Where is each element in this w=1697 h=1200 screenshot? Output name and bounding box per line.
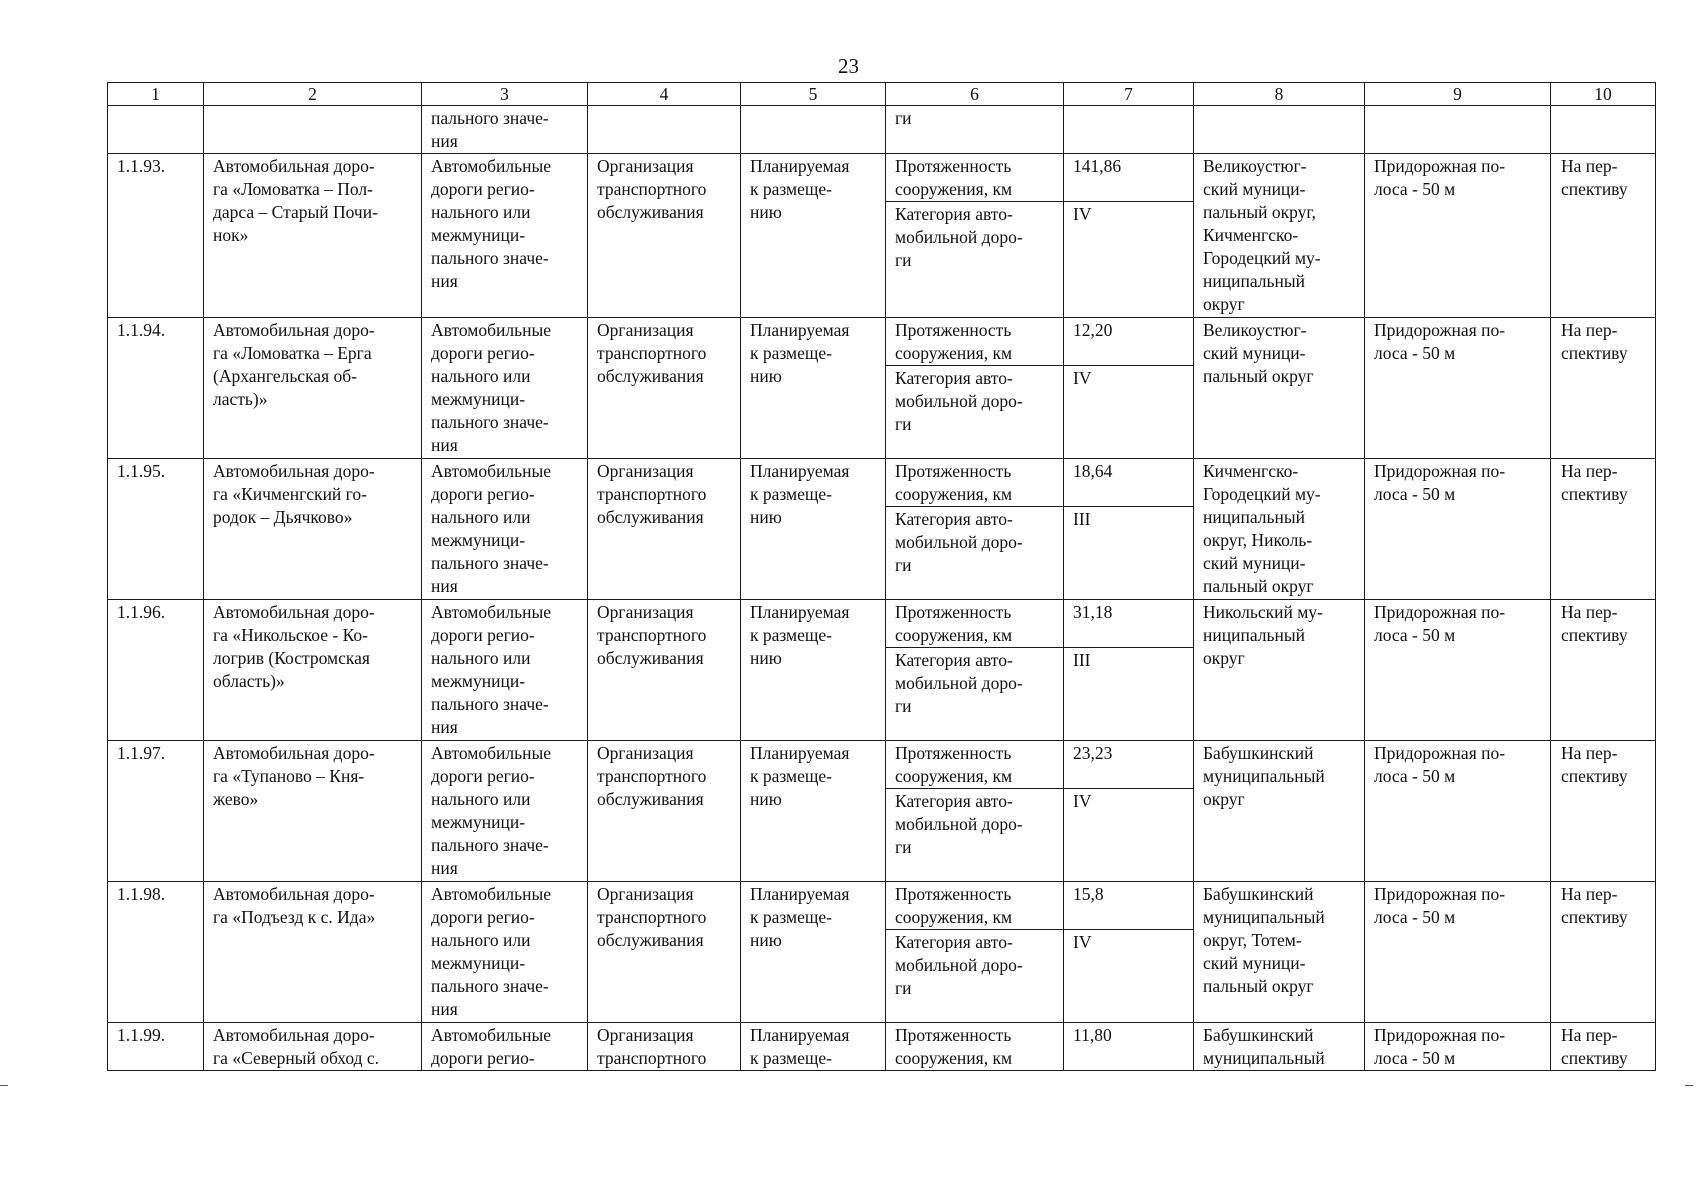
- cell-status: Планируемая к размеще- нию: [741, 741, 886, 882]
- column-number-cell: 3: [422, 83, 588, 106]
- cell-empty: [1365, 106, 1551, 154]
- cell-location: Кичменгско- Городецкий му- ниципальный округ, Николь- ский муници- пальный округ: [1194, 459, 1365, 600]
- cell-value-length: 23,23: [1064, 741, 1193, 789]
- column-number-cell: 4: [588, 83, 741, 106]
- cell-status: Планируемая к размеще- нию: [741, 154, 886, 318]
- continuation-row: [108, 106, 1656, 154]
- cell-value-length: 15,8: [1064, 882, 1193, 930]
- cell-value-category: IV: [1073, 368, 1092, 388]
- cell-object-name: Автомобильная доро- га «Тупаново – Кня- жево»: [204, 741, 422, 882]
- cell-empty: [741, 106, 886, 154]
- cell-purpose: Автомобильные дороги регио- нального или межмуници- пального значе- ния: [422, 741, 588, 882]
- cell-location: Великоустюг- ский муници- пальный округ, Кичменгско- Городецкий му- ниципальный округ: [1194, 154, 1365, 318]
- cell-status: Планируемая к размеще- нию: [741, 882, 886, 1023]
- cell-value-category: IV: [1073, 204, 1092, 224]
- cell-characteristic-length: Протяженность сооружения, км: [886, 459, 1063, 507]
- column-number-cell: 1: [108, 83, 204, 106]
- column-number-cell: 6: [886, 83, 1064, 106]
- cell-value: [1064, 459, 1194, 600]
- table-row: [108, 600, 1656, 741]
- cell-empty: [108, 106, 204, 154]
- cell-characteristic-category: Категория авто- мобильной доро- ги: [895, 204, 1023, 270]
- cell-zone: Придорожная по- лоса - 50 м: [1365, 741, 1551, 882]
- cell-value: [1064, 154, 1194, 318]
- cell-object-name: Автомобильная доро- га «Кичменгский го- родок – Дьячково»: [204, 459, 422, 600]
- cell-number: 1.1.98.: [108, 882, 204, 1023]
- cell-term: На пер- спективу: [1551, 600, 1656, 741]
- cell-object-name: Автомобильная доро- га «Ломоватка – Ерга (Архангельская об- ласть)»: [204, 318, 422, 459]
- table-row: [108, 882, 1656, 1023]
- cell-object-name: Автомобильная доро- га «Ломоватка – Пол- дарса – Старый Почи- нок»: [204, 154, 422, 318]
- cell-location: Бабушкинский муниципальный: [1194, 1023, 1365, 1071]
- cell-value: [1064, 882, 1194, 1023]
- cell-characteristic-category: Категория авто- мобильной доро- ги: [895, 932, 1023, 998]
- cell-number: 1.1.99.: [108, 1023, 204, 1071]
- cell-term: На пер- спективу: [1551, 459, 1656, 600]
- cell-location: Великоустюг- ский муници- пальный округ: [1194, 318, 1365, 459]
- cell-value-category: IV: [1073, 932, 1092, 952]
- cell-organization: Организация транспортного: [588, 1023, 741, 1071]
- planning-table: [107, 82, 1656, 1071]
- cell-zone: Придорожная по- лоса - 50 м: [1365, 318, 1551, 459]
- cell-empty: [1551, 106, 1656, 154]
- cell-characteristic: Протяженность сооружения, км: [886, 1023, 1064, 1071]
- cell-number: 1.1.94.: [108, 318, 204, 459]
- cell-zone: Придорожная по- лоса - 50 м: [1365, 882, 1551, 1023]
- margin-mark: [1685, 1085, 1693, 1086]
- cell-value: [1064, 741, 1194, 882]
- cell-number: 1.1.96.: [108, 600, 204, 741]
- column-number-cell: 2: [204, 83, 422, 106]
- cell-characteristic: [886, 318, 1064, 459]
- cell-zone: Придорожная по- лоса - 50 м: [1365, 459, 1551, 600]
- column-number-cell: 10: [1551, 83, 1656, 106]
- cell-location: Бабушкинский муниципальный округ, Тотем- ский муници- пальный округ: [1194, 882, 1365, 1023]
- cell-characteristic-length: Протяженность сооружения, км: [886, 318, 1063, 366]
- cell-organization: Организация транспортного обслуживания: [588, 459, 741, 600]
- cell-status: Планируемая к размеще-: [741, 1023, 886, 1071]
- cell-location: Бабушкинский муниципальный округ: [1194, 741, 1365, 882]
- cell-object-name: Автомобильная доро- га «Подъезд к с. Ида»: [204, 882, 422, 1023]
- cell-zone: Придорожная по- лоса - 50 м: [1365, 1023, 1551, 1071]
- cell-characteristic: [886, 741, 1064, 882]
- cell-organization: Организация транспортного обслуживания: [588, 741, 741, 882]
- cell-characteristic: [886, 459, 1064, 600]
- cell-term: На пер- спективу: [1551, 882, 1656, 1023]
- page-number: 23: [838, 54, 859, 78]
- cell-characteristic: [886, 154, 1064, 318]
- cell-value: [1064, 318, 1194, 459]
- cell-value-category: III: [1073, 650, 1091, 670]
- cell-characteristic-length: Протяженность сооружения, км: [886, 154, 1063, 202]
- cell-status: Планируемая к размеще- нию: [741, 600, 886, 741]
- cell-characteristic: [886, 882, 1064, 1023]
- cell-empty: [1064, 106, 1194, 154]
- cell-term: На пер- спективу: [1551, 1023, 1656, 1071]
- cell-term: На пер- спективу: [1551, 154, 1656, 318]
- cell-purpose: Автомобильные дороги регио- нального или межмуници- пального значе- ния: [422, 600, 588, 741]
- cell-organization: Организация транспортного обслуживания: [588, 882, 741, 1023]
- cell-value-category: III: [1073, 509, 1091, 529]
- cell-value-length: 31,18: [1064, 600, 1193, 648]
- table-row: [108, 318, 1656, 459]
- cell-purpose-continued: пального значе- ния: [422, 106, 588, 154]
- column-number-cell: 8: [1194, 83, 1365, 106]
- margin-mark: [0, 1085, 8, 1086]
- cell-term: На пер- спективу: [1551, 741, 1656, 882]
- cell-value: 11,80: [1064, 1023, 1194, 1071]
- cell-characteristic-category: Категория авто- мобильной доро- ги: [895, 791, 1023, 857]
- cell-empty: [588, 106, 741, 154]
- cell-zone: Придорожная по- лоса - 50 м: [1365, 154, 1551, 318]
- cell-purpose: Автомобильные дороги регио- нального или межмуници- пального значе- ния: [422, 882, 588, 1023]
- table-row: [108, 741, 1656, 882]
- cell-object-name: Автомобильная доро- га «Северный обход с.: [204, 1023, 422, 1071]
- cell-number: 1.1.93.: [108, 154, 204, 318]
- table-row: [108, 154, 1656, 318]
- cell-number: 1.1.97.: [108, 741, 204, 882]
- cell-organization: Организация транспортного обслуживания: [588, 600, 741, 741]
- cell-purpose: Автомобильные дороги регио- нального или межмуници- пального значе- ния: [422, 154, 588, 318]
- cell-value-length: 141,86: [1064, 154, 1193, 202]
- cell-zone: Придорожная по- лоса - 50 м: [1365, 600, 1551, 741]
- cell-value-length: 18,64: [1064, 459, 1193, 507]
- cell-value-category: IV: [1073, 791, 1092, 811]
- cell-characteristic-length: Протяженность сооружения, км: [886, 600, 1063, 648]
- cell-value: [1064, 600, 1194, 741]
- column-number-cell: 9: [1365, 83, 1551, 106]
- cell-purpose: Автомобильные дороги регио- нального или межмуници- пального значе- ния: [422, 318, 588, 459]
- cell-status: Планируемая к размеще- нию: [741, 459, 886, 600]
- cell-number: 1.1.95.: [108, 459, 204, 600]
- cell-characteristic-continued: ги: [886, 106, 1064, 154]
- cell-characteristic-category: Категория авто- мобильной доро- ги: [895, 509, 1023, 575]
- cell-location: Никольский му- ниципальный округ: [1194, 600, 1365, 741]
- cell-characteristic-length: Протяженность сооружения, км: [886, 741, 1063, 789]
- cell-organization: Организация транспортного обслуживания: [588, 154, 741, 318]
- cell-status: Планируемая к размеще- нию: [741, 318, 886, 459]
- table-row: [108, 1023, 1656, 1071]
- cell-characteristic-length: Протяженность сооружения, км: [886, 882, 1063, 930]
- column-number-cell: 7: [1064, 83, 1194, 106]
- cell-purpose: Автомобильные дороги регио-: [422, 1023, 588, 1071]
- cell-value-length: 12,20: [1064, 318, 1193, 366]
- cell-organization: Организация транспортного обслуживания: [588, 318, 741, 459]
- cell-characteristic-category: Категория авто- мобильной доро- ги: [895, 650, 1023, 716]
- column-number-row: [108, 83, 1656, 106]
- table-row: [108, 459, 1656, 600]
- cell-term: На пер- спективу: [1551, 318, 1656, 459]
- cell-object-name: Автомобильная доро- га «Никольское - Ко- логрив (Костромская область)»: [204, 600, 422, 741]
- cell-characteristic-category: Категория авто- мобильной доро- ги: [895, 368, 1023, 434]
- cell-characteristic: [886, 600, 1064, 741]
- cell-purpose: Автомобильные дороги регио- нального или межмуници- пального значе- ния: [422, 459, 588, 600]
- cell-empty: [204, 106, 422, 154]
- column-number-cell: 5: [741, 83, 886, 106]
- cell-empty: [1194, 106, 1365, 154]
